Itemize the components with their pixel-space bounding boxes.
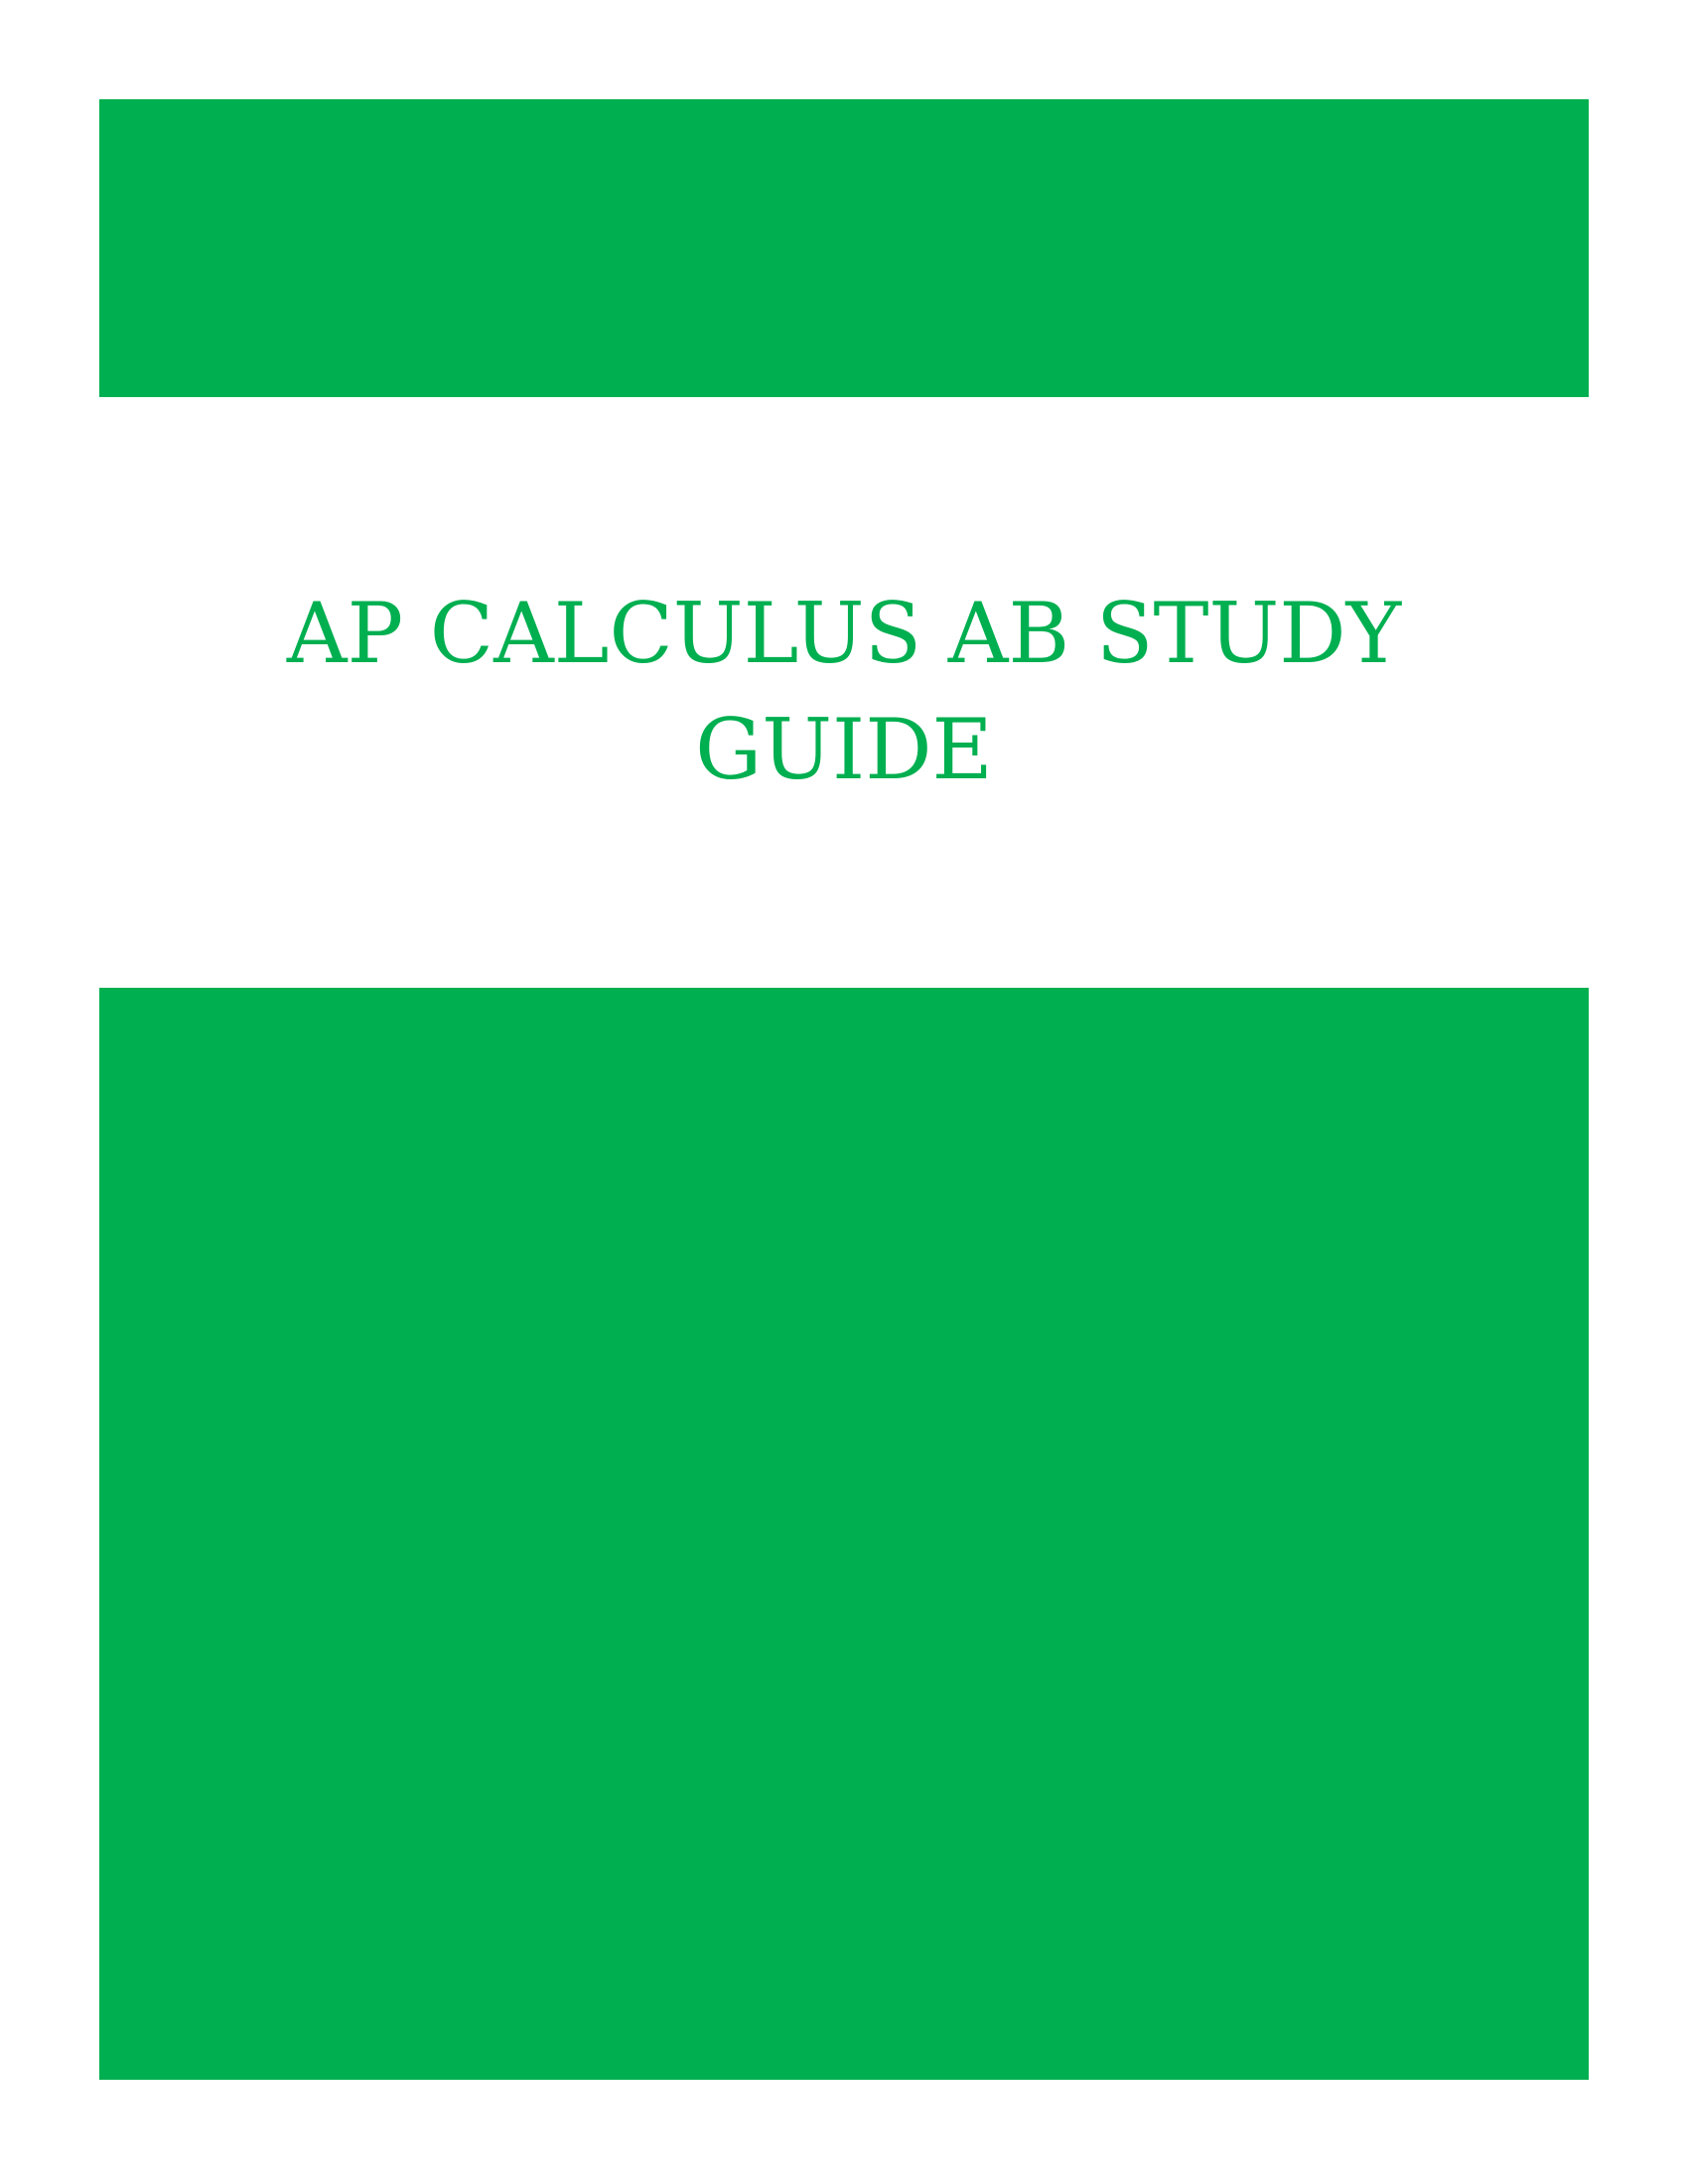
bottom-green-panel (99, 988, 1589, 2080)
document-title (99, 576, 1589, 808)
title-line-1: AP CALCULUS AB STUDY (286, 585, 1402, 682)
top-green-banner (99, 99, 1589, 397)
title-line-2: GUIDE (695, 701, 993, 798)
